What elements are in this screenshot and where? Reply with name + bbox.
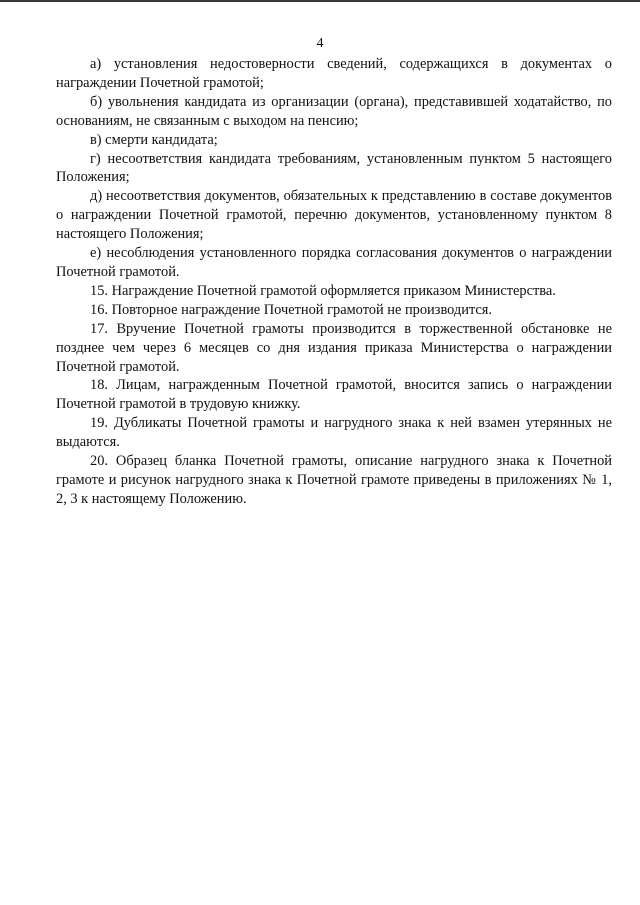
paragraph-item-v: в) смерти кандидата; [90, 131, 218, 148]
paragraph-item-a: а) установления недостоверности сведений, содержащихся в документах о награждении Почетной грамотой; [56, 56, 612, 91]
paragraph-18: 18. Лицам, награжденным Почетной грамотой, вносится запись о награждении Почетной грамотой в трудовую книжку. [56, 377, 612, 413]
paragraph-17: 17. Вручение Почетной грамоты производится в торжественной обстановке не позднее чем через 6 месяцев со дня издания приказа Министерства о награждении Почетной грамотой. [56, 320, 612, 375]
paragraph-item-b: б) увольнения кандидата из организации (органа), представившей ходатайство, по основаниям, не связанным с выходом на пенсию; [56, 93, 612, 129]
paragraph-16: 16. Повторное награждение Почетной грамотой не производится. [90, 301, 493, 318]
paragraph-item-d: д) несоответствия документов, обязательных к представлению в составе документов о награждении Почетной грамотой, перечню документов, установленному пунктом 8 настоящего Положения; [56, 188, 612, 243]
paragraph-20: 20. Образец бланка Почетной грамоты, описание нагрудного знака к Почетной грамоте и рисунок нагрудного знака к Почетной грамоте приведены в приложениях № 1, 2, 3 к настоящему Положению. [56, 453, 612, 507]
paragraph-19: 19. Дубликаты Почетной грамоты и нагрудного знака к ней взамен утерянных не выдаются. [56, 415, 612, 451]
document-body [56, 55, 612, 509]
paragraph-item-e: е) несоблюдения установленного порядка согласования документов о награждении Почетной грамотой. [56, 245, 612, 280]
top-border-line [0, 0, 640, 2]
paragraph-15: 15. Награждение Почетной грамотой оформляется приказом Министерства. [90, 282, 556, 299]
paragraph-item-g: г) несоответствия кандидата требованиям, установленным пунктом 5 настоящего Положения; [56, 150, 612, 186]
page-number: 4 [316, 36, 324, 51]
